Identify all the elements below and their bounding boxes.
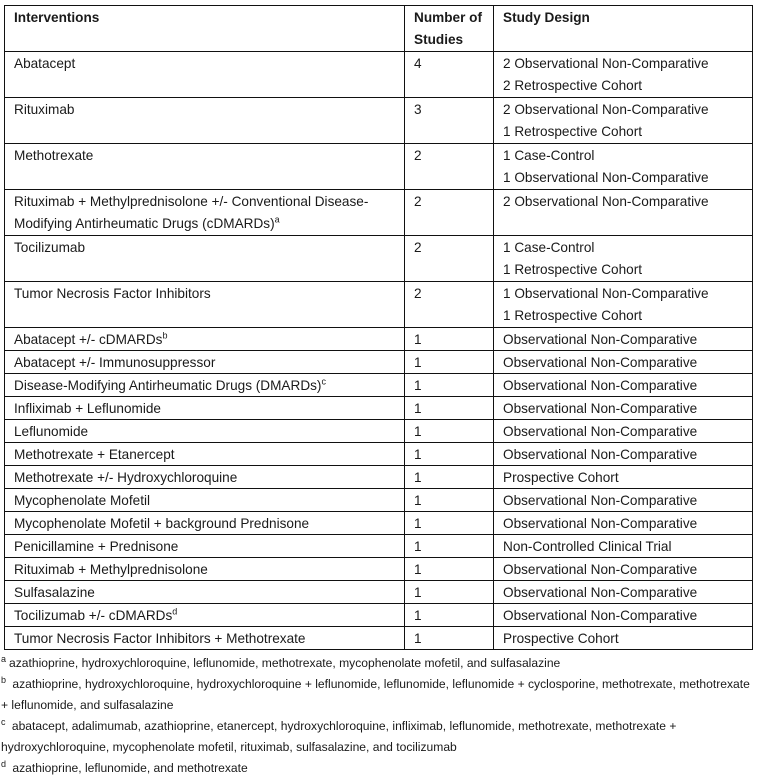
intervention-name: Tocilizumab +/- cDMARDs [14, 608, 173, 623]
intervention-name: Tocilizumab [14, 240, 86, 255]
table-row [5, 489, 753, 512]
intervention-name: Abatacept [14, 56, 76, 71]
study-design-cell [494, 144, 753, 190]
footnote-marker: d [1, 758, 7, 769]
study-design-line: Observational Non-Comparative [503, 447, 698, 462]
intervention-cell [5, 190, 405, 236]
number-of-studies-cell: 2 [405, 236, 494, 282]
table-row [5, 627, 753, 650]
study-design-line: 1 Case-Control [503, 240, 595, 255]
study-design-cell [494, 627, 753, 650]
number-of-studies-cell: 1 [405, 397, 494, 420]
footnote-text: azathioprine, hydroxychloroquine, leflunomide, methotrexate, mycophenolate mofetil, and sulfasalazine [9, 656, 561, 670]
number-of-studies-cell: 1 [405, 627, 494, 650]
table-header-row [5, 6, 753, 52]
number-of-studies-cell: 1 [405, 351, 494, 374]
study-design-line: Observational Non-Comparative [503, 378, 698, 393]
number-of-studies-cell: 1 [405, 443, 494, 466]
study-design-line: 2 Observational Non-Comparative [503, 56, 709, 71]
footnote-marker: b [1, 674, 7, 685]
table-row [5, 581, 753, 604]
study-design-cell [494, 397, 753, 420]
intervention-cell [5, 52, 405, 98]
table-row [5, 190, 753, 236]
number-of-studies-cell: 2 [405, 190, 494, 236]
interventions-table [4, 5, 753, 650]
number-of-studies-cell: 1 [405, 466, 494, 489]
study-design-cell [494, 581, 753, 604]
study-design-line: 1 Retrospective Cohort [503, 308, 643, 323]
number-of-studies-cell: 1 [405, 489, 494, 512]
study-design-line: Prospective Cohort [503, 631, 619, 646]
intervention-name: Abatacept +/- cDMARDs [14, 332, 163, 347]
intervention-name: Tumor Necrosis Factor Inhibitors [14, 286, 211, 301]
intervention-cell [5, 144, 405, 190]
header-number-of-studies: Number of Studies [405, 6, 494, 52]
number-of-studies-cell: 1 [405, 581, 494, 604]
study-design-cell [494, 558, 753, 581]
study-design-line: Observational Non-Comparative [503, 424, 698, 439]
footnote-marker: a [274, 214, 280, 225]
number-of-studies-cell: 1 [405, 328, 494, 351]
study-design-cell [494, 604, 753, 627]
study-design-cell [494, 512, 753, 535]
table-row [5, 420, 753, 443]
intervention-cell [5, 374, 405, 397]
study-design-cell [494, 52, 753, 98]
intervention-name: Methotrexate +/- Hydroxychloroquine [14, 470, 238, 485]
study-design-line: 2 Observational Non-Comparative [503, 102, 709, 117]
table-row [5, 466, 753, 489]
table-row [5, 328, 753, 351]
table-row [5, 604, 753, 627]
footnote-marker: a [1, 653, 7, 664]
footnote-text: azathioprine, hydroxychloroquine, hydroxychloroquine + leflunomide, leflunomide, leflunomide + cyclosporine, methotrexate, methotrexate + leflunomide, and sulfasalazine [1, 677, 750, 712]
study-design-line: 2 Retrospective Cohort [503, 78, 643, 93]
study-design-line: Observational Non-Comparative [503, 562, 698, 577]
number-of-studies-cell: 1 [405, 604, 494, 627]
intervention-cell [5, 443, 405, 466]
intervention-cell [5, 627, 405, 650]
number-of-studies-cell: 2 [405, 282, 494, 328]
table-row [5, 351, 753, 374]
intervention-cell [5, 282, 405, 328]
study-design-line: Observational Non-Comparative [503, 355, 698, 370]
study-design-cell [494, 443, 753, 466]
footnote-marker: d [172, 606, 178, 617]
table-row [5, 144, 753, 190]
number-of-studies-cell: 1 [405, 558, 494, 581]
number-of-studies-cell: 4 [405, 52, 494, 98]
intervention-cell [5, 489, 405, 512]
table-row [5, 98, 753, 144]
intervention-name: Sulfasalazine [14, 585, 95, 600]
table-body [5, 52, 753, 650]
footnote-b [1, 674, 757, 716]
intervention-cell [5, 328, 405, 351]
intervention-name: Rituximab [14, 102, 75, 117]
intervention-name: Methotrexate + Etanercept [14, 447, 175, 462]
table-row [5, 374, 753, 397]
number-of-studies-cell: 1 [405, 535, 494, 558]
intervention-name: Disease-Modifying Antirheumatic Drugs (DMARDs) [14, 378, 322, 393]
study-design-cell [494, 466, 753, 489]
footnote-a [1, 653, 757, 674]
footnote-marker: c [321, 376, 326, 387]
study-design-cell [494, 351, 753, 374]
footnote-text: abatacept, adalimumab, azathioprine, etanercept, hydroxychloroquine, infliximab, leflunomide, methotrexate, methotrexate + hydroxychloroquine, mycophenolate mofetil, rituximab, sulfasalazine, and tocilizumab [1, 719, 677, 754]
intervention-name: Abatacept +/- Immunosuppressor [14, 355, 216, 370]
footnotes [1, 653, 757, 779]
table-row [5, 443, 753, 466]
table-row [5, 397, 753, 420]
footnote-d [1, 758, 757, 779]
study-design-line: Observational Non-Comparative [503, 585, 698, 600]
number-of-studies-cell: 1 [405, 420, 494, 443]
intervention-name: Mycophenolate Mofetil + background Prednisone [14, 516, 310, 531]
number-of-studies-cell: 1 [405, 512, 494, 535]
study-design-line: Observational Non-Comparative [503, 493, 698, 508]
number-of-studies-cell: 1 [405, 374, 494, 397]
study-design-cell [494, 282, 753, 328]
header-interventions: Interventions [5, 6, 405, 52]
footnote-text: azathioprine, leflunomide, and methotrexate [9, 761, 248, 775]
intervention-cell [5, 512, 405, 535]
table-row [5, 236, 753, 282]
study-design-cell [494, 374, 753, 397]
study-design-line: 1 Retrospective Cohort [503, 262, 643, 277]
intervention-cell [5, 351, 405, 374]
table-row [5, 535, 753, 558]
footnote-marker: c [1, 716, 6, 727]
intervention-cell [5, 558, 405, 581]
document [1, 0, 760, 779]
study-design-line: Observational Non-Comparative [503, 608, 698, 623]
study-design-line: Observational Non-Comparative [503, 332, 698, 347]
study-design-cell [494, 489, 753, 512]
intervention-name: Penicillamine + Prednisone [14, 539, 179, 554]
intervention-cell [5, 98, 405, 144]
study-design-line: 1 Retrospective Cohort [503, 124, 643, 139]
study-design-cell [494, 535, 753, 558]
footnote-marker: b [162, 330, 168, 341]
intervention-cell [5, 397, 405, 420]
intervention-cell [5, 420, 405, 443]
intervention-cell [5, 466, 405, 489]
study-design-cell [494, 420, 753, 443]
study-design-line: 1 Case-Control [503, 148, 595, 163]
study-design-cell [494, 190, 753, 236]
study-design-line: 2 Observational Non-Comparative [503, 194, 709, 209]
study-design-line: Non-Controlled Clinical Trial [503, 539, 672, 554]
intervention-name: Mycophenolate Mofetil [14, 493, 151, 508]
study-design-line: Observational Non-Comparative [503, 516, 698, 531]
intervention-cell [5, 581, 405, 604]
intervention-cell [5, 604, 405, 627]
table-row [5, 512, 753, 535]
study-design-cell [494, 98, 753, 144]
study-design-line: Observational Non-Comparative [503, 401, 698, 416]
intervention-name: Rituximab + Methylprednisolone +/- Conventional Disease-Modifying Antirheumatic Drugs (cDMARDs) [14, 194, 369, 231]
study-design-line: 1 Observational Non-Comparative [503, 286, 709, 301]
intervention-cell [5, 535, 405, 558]
intervention-name: Infliximab + Leflunomide [14, 401, 161, 416]
table-row [5, 52, 753, 98]
intervention-name: Leflunomide [14, 424, 89, 439]
intervention-cell [5, 236, 405, 282]
header-study-design: Study Design [494, 6, 753, 52]
study-design-cell [494, 236, 753, 282]
number-of-studies-cell: 3 [405, 98, 494, 144]
intervention-name: Rituximab + Methylprednisolone [14, 562, 208, 577]
footnote-c [1, 716, 757, 758]
study-design-line: 1 Observational Non-Comparative [503, 170, 709, 185]
table-row [5, 558, 753, 581]
intervention-name: Tumor Necrosis Factor Inhibitors + Methotrexate [14, 631, 306, 646]
table-row [5, 282, 753, 328]
intervention-name: Methotrexate [14, 148, 94, 163]
study-design-line: Prospective Cohort [503, 470, 619, 485]
study-design-cell [494, 328, 753, 351]
number-of-studies-cell: 2 [405, 144, 494, 190]
